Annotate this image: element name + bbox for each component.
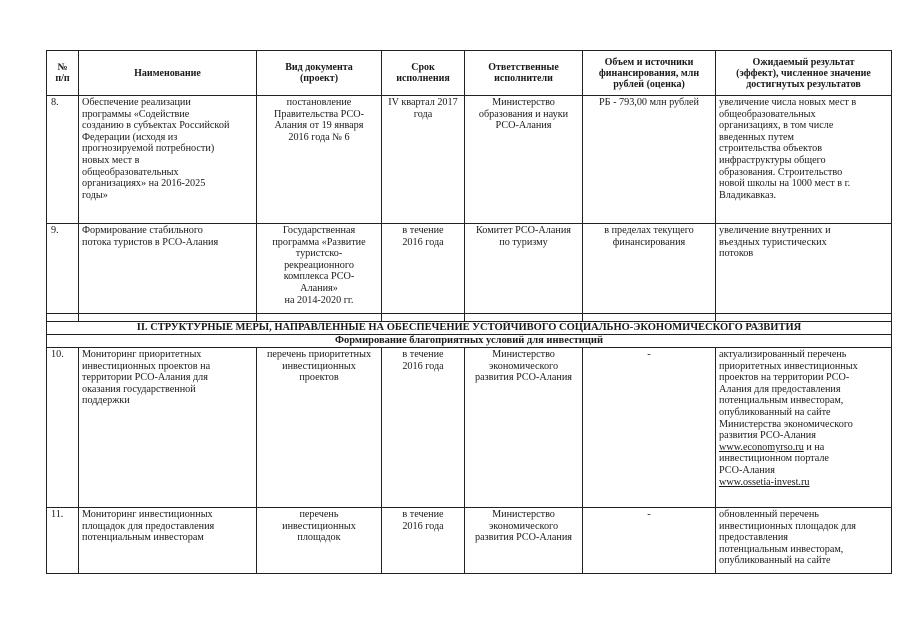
row-result: обновленный перечень инвестиционных площадок для предоставления потенциальным инвесторам, опубликованный на сайте [716,508,892,574]
invest-portal-link[interactable]: www.ossetia-invest.ru [719,476,810,488]
table-row [47,348,892,508]
row-doc: перечень приоритетных инвестиционных проектов [257,348,382,508]
row-fin: - [583,348,716,508]
col-num-header: № п/п [47,51,79,96]
section-row [47,322,892,335]
empty-cell [47,314,79,322]
plan-table [46,50,892,574]
table-row [47,224,892,314]
row-num: 8. [47,96,79,224]
col-doc-header: Вид документа (проект) [257,51,382,96]
table-row [47,96,892,224]
row-resp: Министерство образования и науки РСО-Алания [465,96,583,224]
row-resp: Министерство экономического развития РСО-Алания [465,508,583,574]
empty-cell [382,314,465,322]
col-resp-header: Ответственные исполнители [465,51,583,96]
row-num: 9. [47,224,79,314]
col-fin-header: Объем и источники финансирования, млн рублей (оценка) [583,51,716,96]
section-subtitle: Формирование благоприятных условий для инвестиций [47,335,892,348]
col-term-header: Срок исполнения [382,51,465,96]
row-result [716,348,892,508]
row-num: 11. [47,508,79,574]
empty-cell [465,314,583,322]
row-fin: в пределах текущего финансирования [583,224,716,314]
row-resp: Комитет РСО-Алания по туризму [465,224,583,314]
row-term: в течение 2016 года [382,348,465,508]
col-result-header: Ожидаемый результат (эффект), численное значение достигнутых результатов [716,51,892,96]
row-name: Формирование стабильного потока туристов в РСО-Алания [79,224,257,314]
table-row [47,508,892,574]
row-resp: Министерство экономического развития РСО-Алания [465,348,583,508]
table-header-row [47,51,892,96]
row-fin: РБ - 793,00 млн рублей [583,96,716,224]
row-name: Мониторинг приоритетных инвестиционных проектов на территории РСО-Алания для оказания государственной поддержки [79,348,257,508]
row-name: Мониторинг инвестиционных площадок для предоставления потенциальным инвесторам [79,508,257,574]
row-doc: Государственная программа «Развитие туристско- рекреационного комплекса РСО- Алания» на 2014-2020 гг. [257,224,382,314]
row-doc: перечень инвестиционных площадок [257,508,382,574]
row-term: IV квартал 2017 года [382,96,465,224]
empty-cell [716,314,892,322]
empty-cell [257,314,382,322]
document-page [46,50,891,574]
section-title: II. СТРУКТУРНЫЕ МЕРЫ, НАПРАВЛЕННЫЕ НА ОБЕСПЕЧЕНИЕ УСТОЙЧИВОГО СОЦИАЛЬНО-ЭКОНОМИЧЕСКОГО РАЗВИТИЯ [47,322,892,335]
empty-row [47,314,892,322]
row-fin: - [583,508,716,574]
row-num: 10. [47,348,79,508]
row-term: в течение 2016 года [382,224,465,314]
result-text-portal: и на инвестиционном портале РСО-Алания [719,441,829,476]
row-term: в течение 2016 года [382,508,465,574]
row-result: увеличение внутренних и въездных туристических потоков [716,224,892,314]
empty-cell [583,314,716,322]
subsection-row [47,335,892,348]
row-result: увеличение числа новых мест в общеобразовательных организациях, в том числе введенных путем строительства объектов инфраструктуры общего образования. Строительство новой школы на 1000 мест в г. Владикавказ. [716,96,892,224]
empty-cell [79,314,257,322]
row-doc: постановление Правительства РСО- Алания от 19 января 2016 года № 6 [257,96,382,224]
result-text: актуализированный перечень приоритетных инвестиционных проектов на территории РСО- Алания для предоставления потенциальным инвесторам, опубликованный на сайте Министерства экономического развития РСО-Алания [719,349,858,442]
economy-site-link[interactable]: www.economyrso.ru [719,441,804,453]
row-name: Обеспечение реализации программы «Содействие созданию в субъектах Российской Федерации (исходя из прогнозируемой потребности) новых мест в общеобразовательных организациях» на 2016-2025 годы» [79,96,257,224]
col-name-header: Наименование [79,51,257,96]
